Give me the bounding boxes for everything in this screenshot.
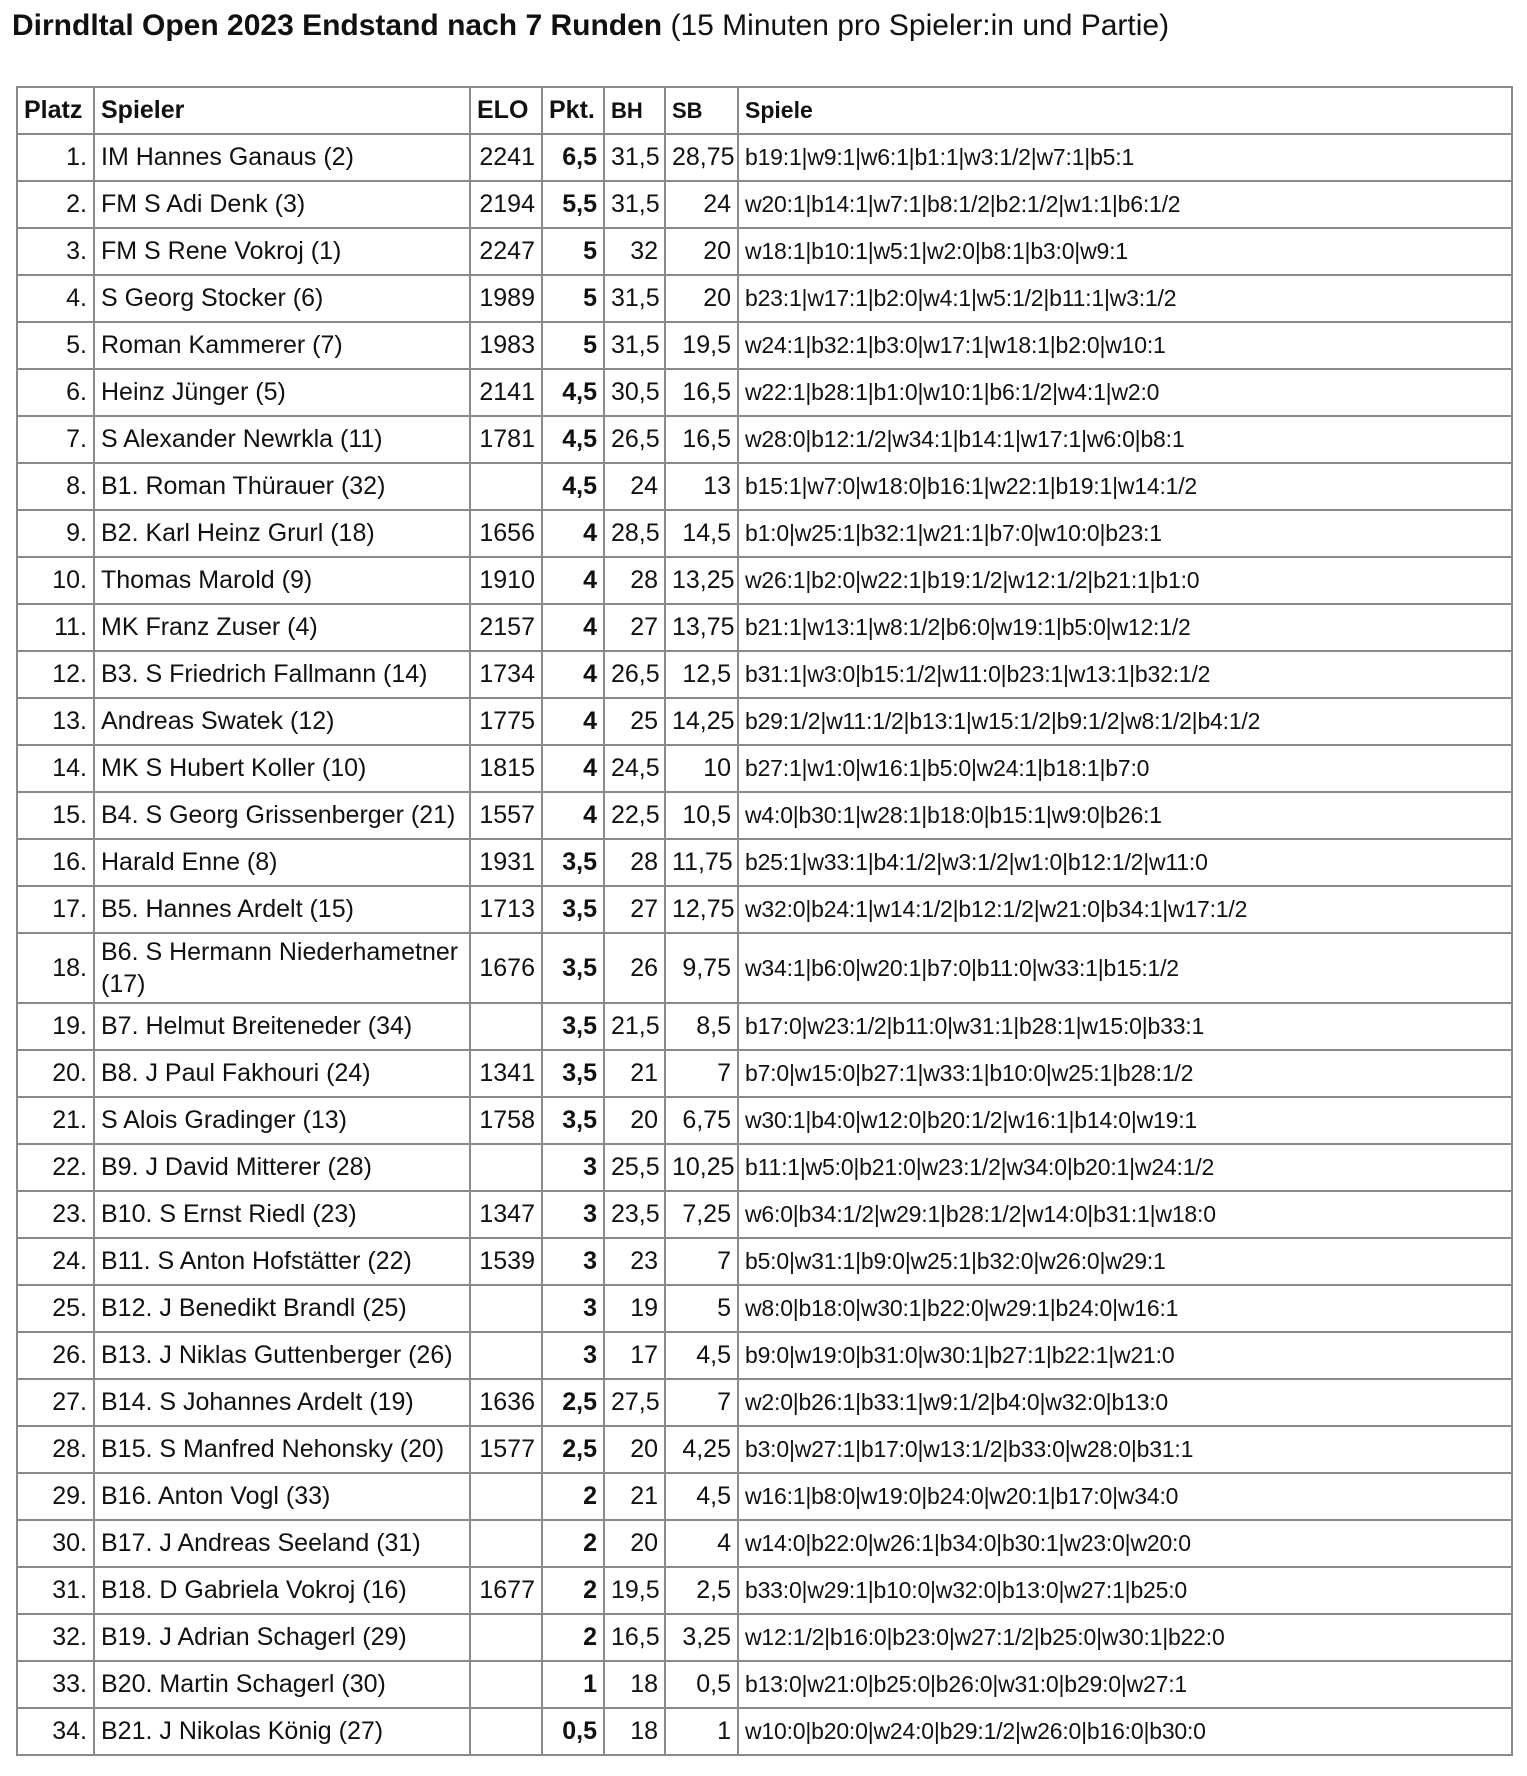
cell-spiele: w10:0|b20:0|w24:0|b29:1/2|w26:0|b16:0|b30:0: [738, 1708, 1512, 1755]
cell-buchholz: 25,5: [604, 1144, 665, 1191]
col-header-pkt: Pkt.: [542, 87, 604, 134]
cell-spiele: w26:1|b2:0|w22:1|b19:1/2|w12:1/2|b21:1|b1:0: [738, 557, 1512, 604]
cell-buchholz: 20: [604, 1520, 665, 1567]
cell-platz: 2.: [17, 181, 94, 228]
cell-elo: 1577: [470, 1426, 542, 1473]
cell-sonneborn-berger: 13,25: [665, 557, 738, 604]
cell-elo: [470, 1473, 542, 1520]
cell-punkte: 4: [542, 604, 604, 651]
cell-spiele: b23:1|w17:1|b2:0|w4:1|w5:1/2|b11:1|w3:1/2: [738, 275, 1512, 322]
cell-sonneborn-berger: 10: [665, 745, 738, 792]
cell-spieler: Harald Enne (8): [94, 839, 470, 886]
cell-spiele: b7:0|w15:0|b27:1|w33:1|b10:0|w25:1|b28:1/2: [738, 1050, 1512, 1097]
cell-punkte: 3: [542, 1238, 604, 1285]
cell-spiele: w28:0|b12:1/2|w34:1|b14:1|w17:1|w6:0|b8:1: [738, 416, 1512, 463]
cell-buchholz: 23,5: [604, 1191, 665, 1238]
cell-elo: 1539: [470, 1238, 542, 1285]
cell-buchholz: 18: [604, 1708, 665, 1755]
cell-punkte: 2,5: [542, 1426, 604, 1473]
cell-buchholz: 27,5: [604, 1379, 665, 1426]
table-row: [17, 275, 1512, 322]
cell-spiele: w4:0|b30:1|w28:1|b18:0|b15:1|w9:0|b26:1: [738, 792, 1512, 839]
cell-sonneborn-berger: 3,25: [665, 1614, 738, 1661]
cell-elo: 1983: [470, 322, 542, 369]
cell-spieler: B16. Anton Vogl (33): [94, 1473, 470, 1520]
cell-sonneborn-berger: 20: [665, 228, 738, 275]
cell-punkte: 4: [542, 745, 604, 792]
cell-sonneborn-berger: 2,5: [665, 1567, 738, 1614]
cell-punkte: 4: [542, 510, 604, 557]
cell-buchholz: 22,5: [604, 792, 665, 839]
table-row: [17, 839, 1512, 886]
title-sub: (15 Minuten pro Spieler:in und Partie): [670, 9, 1170, 42]
table-row: [17, 557, 1512, 604]
cell-spieler: B13. J Niklas Guttenberger (26): [94, 1332, 470, 1379]
cell-elo: 2241: [470, 134, 542, 181]
table-row: [17, 604, 1512, 651]
table-row: [17, 1050, 1512, 1097]
cell-sonneborn-berger: 7: [665, 1238, 738, 1285]
cell-sonneborn-berger: 6,75: [665, 1097, 738, 1144]
cell-sonneborn-berger: 13,75: [665, 604, 738, 651]
cell-punkte: 2: [542, 1520, 604, 1567]
cell-spiele: b27:1|w1:0|w16:1|b5:0|w24:1|b18:1|b7:0: [738, 745, 1512, 792]
cell-platz: 24.: [17, 1238, 94, 1285]
cell-spiele: b5:0|w31:1|b9:0|w25:1|b32:0|w26:0|w29:1: [738, 1238, 1512, 1285]
cell-platz: 10.: [17, 557, 94, 604]
cell-platz: 14.: [17, 745, 94, 792]
cell-platz: 12.: [17, 651, 94, 698]
cell-elo: 1713: [470, 886, 542, 933]
cell-elo: 1931: [470, 839, 542, 886]
cell-spiele: w22:1|b28:1|b1:0|w10:1|b6:1/2|w4:1|w2:0: [738, 369, 1512, 416]
cell-spiele: b31:1|w3:0|b15:1/2|w11:0|b23:1|w13:1|b32:1/2: [738, 651, 1512, 698]
cell-sonneborn-berger: 13: [665, 463, 738, 510]
cell-platz: 6.: [17, 369, 94, 416]
cell-elo: 2194: [470, 181, 542, 228]
cell-elo: 1781: [470, 416, 542, 463]
cell-punkte: 3,5: [542, 1050, 604, 1097]
table-row: [17, 745, 1512, 792]
cell-spiele: b25:1|w33:1|b4:1/2|w3:1/2|w1:0|b12:1/2|w11:0: [738, 839, 1512, 886]
cell-elo: 1676: [470, 933, 542, 1003]
cell-platz: 1.: [17, 134, 94, 181]
cell-buchholz: 28: [604, 557, 665, 604]
cell-sonneborn-berger: 10,5: [665, 792, 738, 839]
cell-buchholz: 24,5: [604, 745, 665, 792]
cell-punkte: 4,5: [542, 463, 604, 510]
table-row: [17, 1238, 1512, 1285]
cell-spieler: FM S Adi Denk (3): [94, 181, 470, 228]
cell-spieler: Roman Kammerer (7): [94, 322, 470, 369]
table-row: [17, 933, 1512, 1003]
table-row: [17, 1426, 1512, 1473]
cell-elo: 1989: [470, 275, 542, 322]
cell-spieler: B4. S Georg Grissenberger (21): [94, 792, 470, 839]
cell-elo: [470, 1003, 542, 1050]
cell-platz: 5.: [17, 322, 94, 369]
cell-spieler: B8. J Paul Fakhouri (24): [94, 1050, 470, 1097]
table-row: [17, 416, 1512, 463]
cell-platz: 33.: [17, 1661, 94, 1708]
cell-buchholz: 23: [604, 1238, 665, 1285]
cell-spiele: b1:0|w25:1|b32:1|w21:1|b7:0|w10:0|b23:1: [738, 510, 1512, 557]
table-row: [17, 369, 1512, 416]
cell-buchholz: 31,5: [604, 181, 665, 228]
cell-elo: 1347: [470, 1191, 542, 1238]
cell-buchholz: 31,5: [604, 275, 665, 322]
cell-sonneborn-berger: 7: [665, 1050, 738, 1097]
cell-spieler: B21. J Nikolas König (27): [94, 1708, 470, 1755]
col-header-elo: ELO: [470, 87, 542, 134]
cell-punkte: 4: [542, 792, 604, 839]
cell-spiele: w20:1|b14:1|w7:1|b8:1/2|b2:1/2|w1:1|b6:1/2: [738, 181, 1512, 228]
cell-spieler: S Alois Gradinger (13): [94, 1097, 470, 1144]
cell-punkte: 4,5: [542, 416, 604, 463]
table-row: [17, 463, 1512, 510]
cell-spiele: b33:0|w29:1|b10:0|w32:0|b13:0|w27:1|b25:0: [738, 1567, 1512, 1614]
table-row: [17, 792, 1512, 839]
cell-sonneborn-berger: 5: [665, 1285, 738, 1332]
cell-punkte: 3,5: [542, 933, 604, 1003]
cell-spieler: B9. J David Mitterer (28): [94, 1144, 470, 1191]
cell-buchholz: 31,5: [604, 134, 665, 181]
cell-sonneborn-berger: 20: [665, 275, 738, 322]
cell-buchholz: 32: [604, 228, 665, 275]
table-row: [17, 1567, 1512, 1614]
cell-buchholz: 17: [604, 1332, 665, 1379]
cell-sonneborn-berger: 28,75: [665, 134, 738, 181]
cell-platz: 25.: [17, 1285, 94, 1332]
cell-punkte: 3,5: [542, 1003, 604, 1050]
table-row: [17, 181, 1512, 228]
cell-spieler: B2. Karl Heinz Grurl (18): [94, 510, 470, 557]
cell-buchholz: 25: [604, 698, 665, 745]
cell-spieler: IM Hannes Ganaus (2): [94, 134, 470, 181]
cell-spiele: b15:1|w7:0|w18:0|b16:1|w22:1|b19:1|w14:1/2: [738, 463, 1512, 510]
table-row: [17, 1661, 1512, 1708]
col-header-sb: SB: [665, 87, 738, 134]
cell-sonneborn-berger: 7,25: [665, 1191, 738, 1238]
cell-spieler: B10. S Ernst Riedl (23): [94, 1191, 470, 1238]
cell-buchholz: 27: [604, 886, 665, 933]
cell-spieler: S Alexander Newrkla (11): [94, 416, 470, 463]
cell-platz: 32.: [17, 1614, 94, 1661]
table-row: [17, 1191, 1512, 1238]
cell-buchholz: 21: [604, 1473, 665, 1520]
cell-punkte: 5: [542, 228, 604, 275]
cell-spieler: B1. Roman Thürauer (32): [94, 463, 470, 510]
cell-spiele: w8:0|b18:0|w30:1|b22:0|w29:1|b24:0|w16:1: [738, 1285, 1512, 1332]
cell-buchholz: 30,5: [604, 369, 665, 416]
cell-punkte: 5: [542, 322, 604, 369]
cell-elo: [470, 1708, 542, 1755]
cell-sonneborn-berger: 11,75: [665, 839, 738, 886]
table-row: [17, 651, 1512, 698]
cell-sonneborn-berger: 24: [665, 181, 738, 228]
cell-platz: 19.: [17, 1003, 94, 1050]
cell-buchholz: 20: [604, 1426, 665, 1473]
header-row: [17, 87, 1512, 134]
cell-platz: 13.: [17, 698, 94, 745]
cell-sonneborn-berger: 1: [665, 1708, 738, 1755]
page-title: [12, 6, 1169, 46]
cell-punkte: 4: [542, 698, 604, 745]
cell-punkte: 5,5: [542, 181, 604, 228]
cell-spieler: Thomas Marold (9): [94, 557, 470, 604]
cell-spiele: w18:1|b10:1|w5:1|w2:0|b8:1|b3:0|w9:1: [738, 228, 1512, 275]
cell-spieler: B6. S Hermann Niederhametner (17): [94, 933, 470, 1003]
cell-sonneborn-berger: 19,5: [665, 322, 738, 369]
cell-elo: 1734: [470, 651, 542, 698]
cell-buchholz: 28: [604, 839, 665, 886]
table-row: [17, 1708, 1512, 1755]
cell-buchholz: 16,5: [604, 1614, 665, 1661]
cell-sonneborn-berger: 14,5: [665, 510, 738, 557]
cell-platz: 34.: [17, 1708, 94, 1755]
cell-platz: 28.: [17, 1426, 94, 1473]
cell-buchholz: 19,5: [604, 1567, 665, 1614]
cell-buchholz: 21,5: [604, 1003, 665, 1050]
cell-spiele: w34:1|b6:0|w20:1|b7:0|b11:0|w33:1|b15:1/2: [738, 933, 1512, 1003]
cell-platz: 16.: [17, 839, 94, 886]
cell-spiele: w14:0|b22:0|w26:1|b34:0|b30:1|w23:0|w20:0: [738, 1520, 1512, 1567]
cell-spiele: b17:0|w23:1/2|b11:0|w31:1|b28:1|w15:0|b33:1: [738, 1003, 1512, 1050]
cell-elo: 1341: [470, 1050, 542, 1097]
cell-sonneborn-berger: 8,5: [665, 1003, 738, 1050]
cell-punkte: 3,5: [542, 839, 604, 886]
cell-spieler: MK Franz Zuser (4): [94, 604, 470, 651]
cell-sonneborn-berger: 7: [665, 1379, 738, 1426]
cell-punkte: 5: [542, 275, 604, 322]
cell-buchholz: 26,5: [604, 651, 665, 698]
cell-spieler: B3. S Friedrich Fallmann (14): [94, 651, 470, 698]
cell-platz: 7.: [17, 416, 94, 463]
table-row: [17, 134, 1512, 181]
table-row: [17, 1614, 1512, 1661]
cell-spieler: B19. J Adrian Schagerl (29): [94, 1614, 470, 1661]
cell-platz: 21.: [17, 1097, 94, 1144]
cell-spieler: B11. S Anton Hofstätter (22): [94, 1238, 470, 1285]
cell-buchholz: 19: [604, 1285, 665, 1332]
cell-buchholz: 31,5: [604, 322, 665, 369]
cell-platz: 15.: [17, 792, 94, 839]
cell-platz: 30.: [17, 1520, 94, 1567]
cell-platz: 31.: [17, 1567, 94, 1614]
cell-platz: 11.: [17, 604, 94, 651]
cell-punkte: 4: [542, 651, 604, 698]
cell-punkte: 2,5: [542, 1379, 604, 1426]
cell-elo: 1775: [470, 698, 542, 745]
cell-spiele: w12:1/2|b16:0|b23:0|w27:1/2|b25:0|w30:1|b22:0: [738, 1614, 1512, 1661]
cell-elo: 1656: [470, 510, 542, 557]
cell-buchholz: 26,5: [604, 416, 665, 463]
cell-spiele: b13:0|w21:0|b25:0|b26:0|w31:0|b29:0|w27:1: [738, 1661, 1512, 1708]
cell-sonneborn-berger: 9,75: [665, 933, 738, 1003]
cell-punkte: 2: [542, 1567, 604, 1614]
cell-punkte: 4: [542, 557, 604, 604]
cell-elo: 2157: [470, 604, 542, 651]
cell-elo: [470, 1285, 542, 1332]
cell-sonneborn-berger: 14,25: [665, 698, 738, 745]
cell-punkte: 0,5: [542, 1708, 604, 1755]
cell-platz: 22.: [17, 1144, 94, 1191]
col-header-spieler: Spieler: [94, 87, 470, 134]
cell-spiele: w30:1|b4:0|w12:0|b20:1/2|w16:1|b14:0|w19:1: [738, 1097, 1512, 1144]
table-row: [17, 1379, 1512, 1426]
table-row: [17, 1097, 1512, 1144]
table-row: [17, 1473, 1512, 1520]
cell-platz: 23.: [17, 1191, 94, 1238]
cell-platz: 29.: [17, 1473, 94, 1520]
cell-platz: 17.: [17, 886, 94, 933]
cell-elo: 1557: [470, 792, 542, 839]
standings-table: [16, 86, 1513, 1756]
cell-elo: [470, 1144, 542, 1191]
cell-elo: 1677: [470, 1567, 542, 1614]
table-row: [17, 1285, 1512, 1332]
cell-spieler: MK S Hubert Koller (10): [94, 745, 470, 792]
table-row: [17, 698, 1512, 745]
cell-sonneborn-berger: 12,5: [665, 651, 738, 698]
cell-punkte: 2: [542, 1473, 604, 1520]
col-header-platz: Platz: [17, 87, 94, 134]
cell-sonneborn-berger: 16,5: [665, 369, 738, 416]
cell-spieler: B15. S Manfred Nehonsky (20): [94, 1426, 470, 1473]
cell-spiele: w24:1|b32:1|b3:0|w17:1|w18:1|b2:0|w10:1: [738, 322, 1512, 369]
cell-buchholz: 27: [604, 604, 665, 651]
table-row: [17, 1520, 1512, 1567]
cell-punkte: 3: [542, 1144, 604, 1191]
cell-sonneborn-berger: 4,5: [665, 1473, 738, 1520]
cell-spieler: Heinz Jünger (5): [94, 369, 470, 416]
cell-spieler: S Georg Stocker (6): [94, 275, 470, 322]
cell-spieler: B17. J Andreas Seeland (31): [94, 1520, 470, 1567]
cell-spiele: b3:0|w27:1|b17:0|w13:1/2|b33:0|w28:0|b31:1: [738, 1426, 1512, 1473]
cell-sonneborn-berger: 10,25: [665, 1144, 738, 1191]
table-row: [17, 228, 1512, 275]
cell-spieler: B5. Hannes Ardelt (15): [94, 886, 470, 933]
cell-spieler: FM S Rene Vokroj (1): [94, 228, 470, 275]
col-header-bh: BH: [604, 87, 665, 134]
cell-spieler: Andreas Swatek (12): [94, 698, 470, 745]
cell-elo: 1815: [470, 745, 542, 792]
cell-platz: 27.: [17, 1379, 94, 1426]
cell-platz: 3.: [17, 228, 94, 275]
cell-buchholz: 26: [604, 933, 665, 1003]
cell-punkte: 1: [542, 1661, 604, 1708]
cell-platz: 4.: [17, 275, 94, 322]
cell-buchholz: 18: [604, 1661, 665, 1708]
cell-punkte: 3,5: [542, 886, 604, 933]
cell-spieler: B12. J Benedikt Brandl (25): [94, 1285, 470, 1332]
cell-punkte: 3: [542, 1285, 604, 1332]
cell-spiele: b9:0|w19:0|b31:0|w30:1|b27:1|b22:1|w21:0: [738, 1332, 1512, 1379]
cell-spiele: w6:0|b34:1/2|w29:1|b28:1/2|w14:0|b31:1|w18:0: [738, 1191, 1512, 1238]
cell-buchholz: 24: [604, 463, 665, 510]
cell-buchholz: 28,5: [604, 510, 665, 557]
cell-spiele: b21:1|w13:1|w8:1/2|b6:0|w19:1|b5:0|w12:1/2: [738, 604, 1512, 651]
cell-spieler: B14. S Johannes Ardelt (19): [94, 1379, 470, 1426]
cell-spiele: b19:1|w9:1|w6:1|b1:1|w3:1/2|w7:1|b5:1: [738, 134, 1512, 181]
cell-punkte: 3,5: [542, 1097, 604, 1144]
cell-elo: [470, 463, 542, 510]
cell-elo: 1636: [470, 1379, 542, 1426]
cell-punkte: 3: [542, 1191, 604, 1238]
cell-platz: 8.: [17, 463, 94, 510]
table-row: [17, 510, 1512, 557]
cell-spiele: w2:0|b26:1|b33:1|w9:1/2|b4:0|w32:0|b13:0: [738, 1379, 1512, 1426]
cell-sonneborn-berger: 4,5: [665, 1332, 738, 1379]
cell-punkte: 3: [542, 1332, 604, 1379]
table-row: [17, 886, 1512, 933]
cell-elo: 2247: [470, 228, 542, 275]
cell-elo: [470, 1332, 542, 1379]
cell-platz: 20.: [17, 1050, 94, 1097]
cell-punkte: 6,5: [542, 134, 604, 181]
table-row: [17, 322, 1512, 369]
cell-sonneborn-berger: 4,25: [665, 1426, 738, 1473]
cell-platz: 18.: [17, 933, 94, 1003]
col-header-spiele: Spiele: [738, 87, 1512, 134]
cell-sonneborn-berger: 0,5: [665, 1661, 738, 1708]
cell-elo: [470, 1614, 542, 1661]
cell-platz: 9.: [17, 510, 94, 557]
table-row: [17, 1332, 1512, 1379]
cell-elo: [470, 1520, 542, 1567]
cell-buchholz: 20: [604, 1097, 665, 1144]
cell-spiele: b29:1/2|w11:1/2|b13:1|w15:1/2|b9:1/2|w8:1/2|b4:1/2: [738, 698, 1512, 745]
cell-elo: 1758: [470, 1097, 542, 1144]
table-row: [17, 1003, 1512, 1050]
cell-punkte: 2: [542, 1614, 604, 1661]
cell-spieler: B7. Helmut Breiteneder (34): [94, 1003, 470, 1050]
cell-spieler: B18. D Gabriela Vokroj (16): [94, 1567, 470, 1614]
title-main: Dirndltal Open 2023 Endstand nach 7 Runden: [12, 9, 663, 42]
cell-spiele: w32:0|b24:1|w14:1/2|b12:1/2|w21:0|b34:1|w17:1/2: [738, 886, 1512, 933]
standings-body: [17, 134, 1512, 1755]
cell-elo: 1910: [470, 557, 542, 604]
cell-spiele: w16:1|b8:0|w19:0|b24:0|w20:1|b17:0|w34:0: [738, 1473, 1512, 1520]
cell-buchholz: 21: [604, 1050, 665, 1097]
cell-sonneborn-berger: 16,5: [665, 416, 738, 463]
cell-elo: 2141: [470, 369, 542, 416]
cell-platz: 26.: [17, 1332, 94, 1379]
cell-spieler: B20. Martin Schagerl (30): [94, 1661, 470, 1708]
cell-sonneborn-berger: 12,75: [665, 886, 738, 933]
table-row: [17, 1144, 1512, 1191]
cell-spiele: b11:1|w5:0|b21:0|w23:1/2|w34:0|b20:1|w24:1/2: [738, 1144, 1512, 1191]
cell-punkte: 4,5: [542, 369, 604, 416]
cell-elo: [470, 1661, 542, 1708]
cell-sonneborn-berger: 4: [665, 1520, 738, 1567]
